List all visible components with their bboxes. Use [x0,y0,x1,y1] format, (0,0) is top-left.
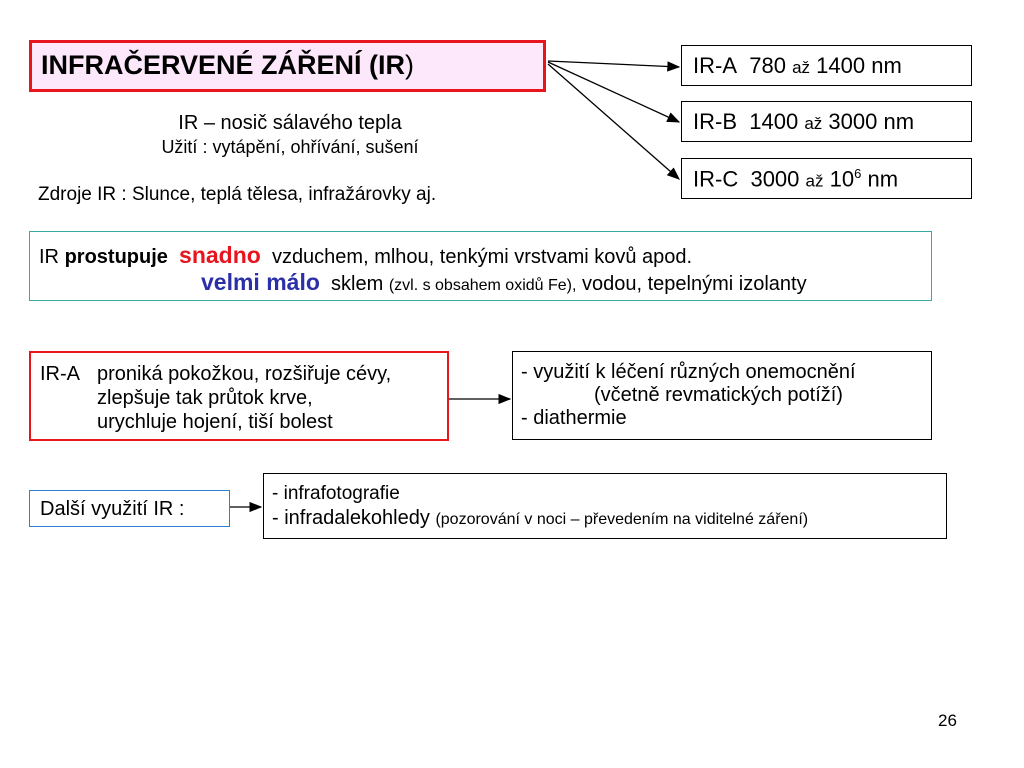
title-close: ) [405,50,415,80]
range-from: 1400 [749,109,799,134]
ira-effects-line-3: urychluje hojení, tiší bolest [97,411,333,433]
range-band: IR-C [693,166,739,192]
use-line: Užití : vytápění, ohřívání, sušení [161,137,419,157]
range-band: IR-A [693,53,737,78]
range-to: 3000 nm [828,109,915,134]
range-sep: až [792,58,811,77]
penetration-rest: vodou, tepelnými izolanty [576,273,807,295]
penetration-glass: sklem [331,273,389,295]
range-unit: nm [861,166,899,192]
range-from: 780 [749,53,786,78]
penetration-easily-rest: vzduchem, mlhou, tenkými vrstvami kovů apod. [271,246,693,268]
penetration-easily: snadno [179,242,261,268]
range-from: 3000 [750,166,800,192]
penetration-glass-note: (zvl. s obsahem oxidů Fe), [388,277,577,294]
penetration-very-little: velmi málo [201,269,320,295]
arrow-title-to-ir-a [548,61,679,67]
arrow-title-to-ir-c [548,64,679,179]
range-sep: až [805,171,824,191]
penetration-verb: prostupuje [64,246,168,268]
carrier-line: IR – nosič sálavého tepla [178,112,402,134]
other-uses-note: (pozorování v noci – převedením na viditelné záření) [435,511,809,528]
title-main: INFRAČERVENÉ ZÁŘENÍ ( [41,50,379,80]
sources-line: Zdroje IR : Slunce, teplá tělesa, infražárovky aj. [38,184,437,205]
range-to: 1400 nm [816,53,902,78]
other-uses-line-1: - infrafotografie [272,483,400,504]
ira-effects-line-2: zlepšuje tak průtok krve, [97,387,313,409]
range-sep: až [804,114,823,133]
ira-uses-line-2: (včetně revmatických potíží) [594,384,843,406]
penetration-ir: IR [39,246,65,268]
range-band: IR-B [693,109,737,134]
arrow-title-to-ir-b [548,62,679,122]
title-ir: IR [378,50,406,80]
ira-effects-line-1: proniká pokožkou, rozšiřuje cévy, [97,363,392,385]
ira-uses-line-3: - diathermie [521,407,627,429]
page-number: 26 [938,711,957,730]
range-to: 10 [829,166,855,192]
ira-uses-line-1: - využití k léčení různých onemocnění [521,361,856,383]
range-exponent: 6 [854,166,862,181]
ira-effects-label: IR-A [40,363,80,385]
other-uses-label: Další využití IR : [40,498,185,520]
other-uses-infra: - infradalekohledy [272,507,436,529]
